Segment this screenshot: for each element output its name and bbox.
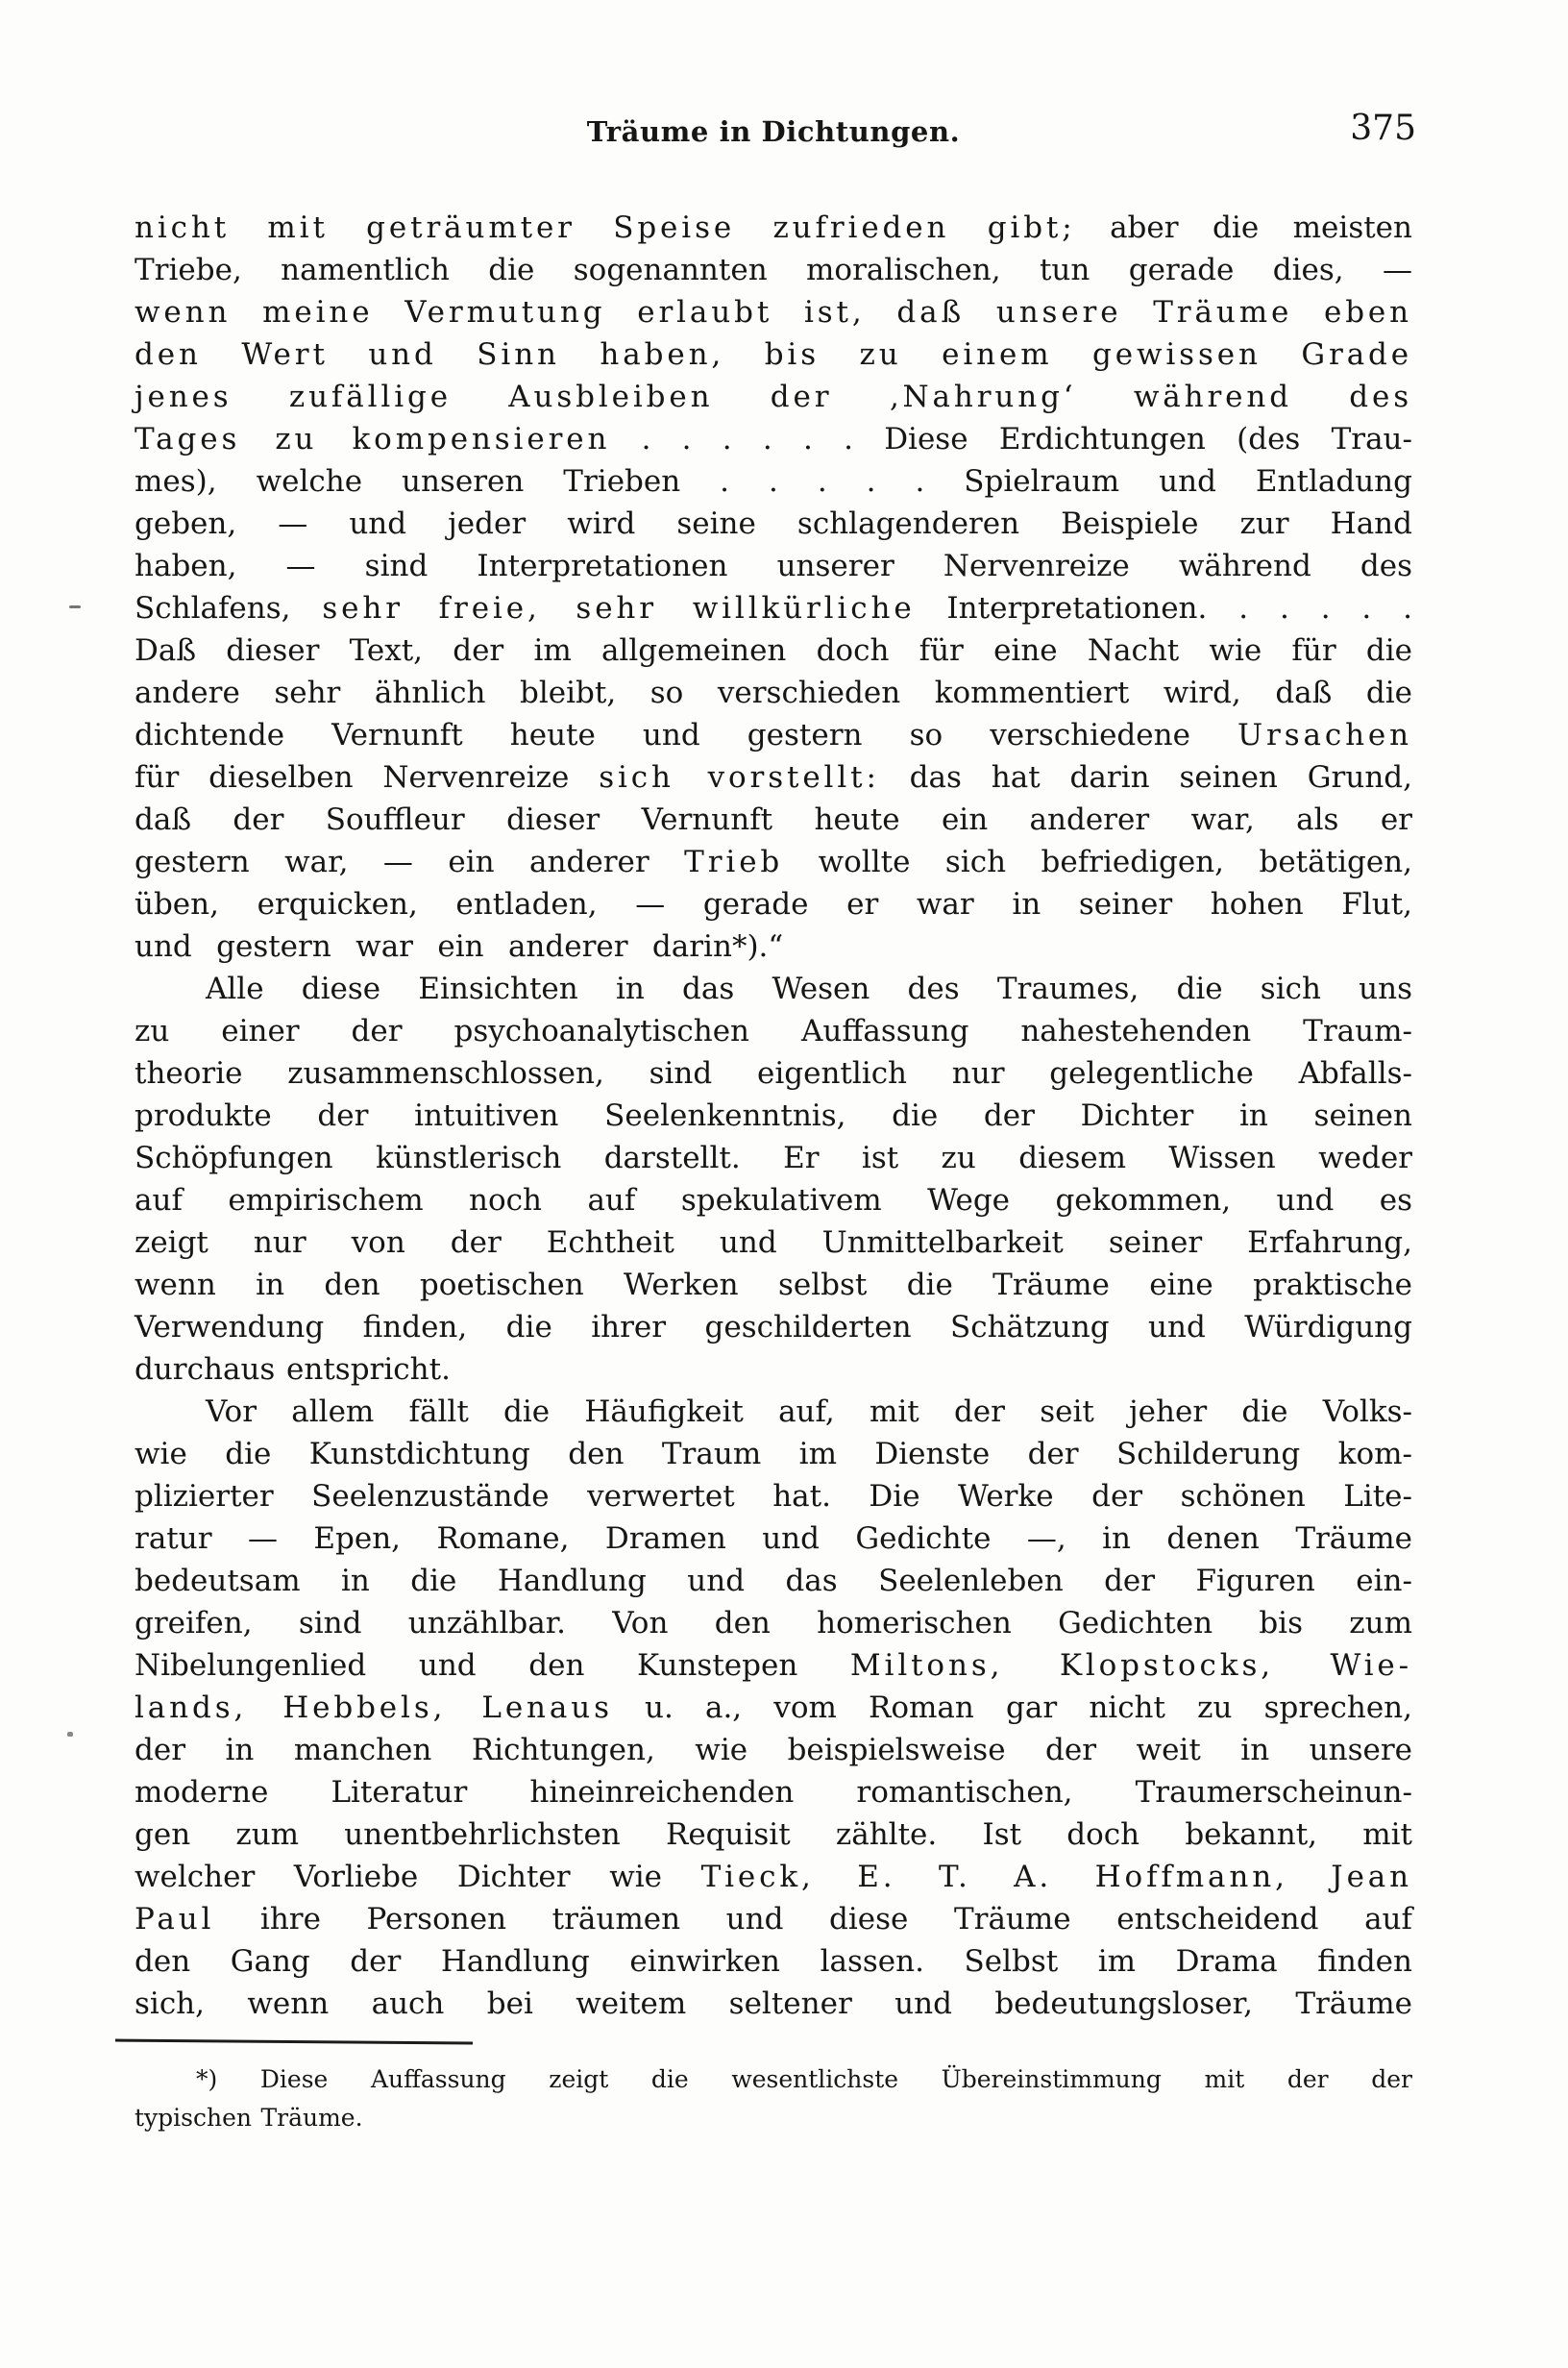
letterspaced-text: Tages zu kompensieren — [135, 422, 611, 456]
text-line — [135, 1010, 1412, 1052]
text-line — [135, 883, 1412, 925]
letterspaced-text: nicht mit geträumter Speise zufrieden gibt; — [135, 210, 1076, 245]
text-run: wenn in den poetischen Werken selbst die Träume eine praktische — [135, 1268, 1412, 1302]
text-line — [135, 503, 1412, 545]
letterspaced-text: Tieck, E. T. A. Hoffmann, Jean — [700, 1860, 1413, 1894]
text-run: *) Diese Auffassung zeigt die wesentlichste Übereinstimmung mit der der — [196, 2065, 1412, 2093]
text-run: theorie zusammenschlossen, sind eigentlich nur gelegentliche Abfalls- — [135, 1056, 1412, 1091]
footnote — [135, 2060, 1412, 2137]
text-line — [135, 376, 1412, 418]
text-run: zeigt nur von der Echtheit und Unmittelbarkeit seiner Erfahrung, — [135, 1225, 1412, 1260]
letterspaced-text: Ursachen — [1237, 718, 1412, 752]
text-line — [135, 291, 1412, 333]
letterspaced-text: jenes zufällige Ausbleiben der ‚Nahrung‘ während des — [135, 380, 1412, 414]
text-line — [135, 2099, 1412, 2137]
text-line — [135, 799, 1412, 841]
text-line — [135, 1391, 1412, 1433]
text-run: welcher Vorliebe Dichter wie — [135, 1860, 701, 1894]
text-line — [135, 1856, 1412, 1898]
text-line — [135, 1940, 1412, 1983]
text-line — [135, 545, 1412, 587]
text-line — [135, 2060, 1412, 2099]
text-run: ihre Personen träumen und diese Träume entscheidend auf — [214, 1902, 1412, 1936]
text-line — [135, 1221, 1412, 1264]
text-run: durchaus entspricht. — [135, 1352, 451, 1387]
letterspaced-text: den Wert und Sinn haben, bis zu einem gewissen Grade — [135, 337, 1412, 372]
text-line — [135, 587, 1412, 629]
text-run: . . . . . . Diese Erdichtungen (des Trau- — [610, 422, 1413, 456]
page-title: Träume in Dichtungen. — [586, 115, 961, 148]
text-run: Schöpfungen künstlerisch darstellt. Er ist zu diesem Wissen weder — [135, 1141, 1412, 1175]
text-run: Verwendung finden, die ihrer geschilderten Schätzung und Würdigung — [135, 1310, 1412, 1344]
text-run: dichtende Vernunft heute und gestern so verschiedene — [135, 718, 1238, 752]
text-line — [135, 460, 1412, 503]
text-line — [135, 756, 1412, 799]
text-run: plizierter Seelenzustände verwertet hat. Die Werke der schönen Lite- — [135, 1479, 1412, 1514]
text-line — [135, 1687, 1412, 1729]
text-run: Schlafens, — [135, 591, 323, 626]
text-run: bedeutsam in die Handlung und das Seelenleben der Figuren ein- — [135, 1564, 1412, 1598]
text-line — [135, 418, 1412, 460]
text-run: u. a., vom Roman gar nicht zu sprechen, — [612, 1690, 1412, 1725]
text-run: mes), welche unseren Trieben . . . . . Spielraum und Entladung — [135, 464, 1412, 499]
text-run: typischen Träume. — [135, 2104, 363, 2132]
page-number: 375 — [1350, 109, 1416, 148]
text-line — [135, 968, 1412, 1010]
letterspaced-text: wenn meine Vermutung erlaubt ist, daß unsere Träume eben — [135, 295, 1412, 330]
text-run: geben, — und jeder wird seine schlagenderen Beispiele zur Hand — [135, 506, 1412, 541]
text-line — [135, 1898, 1412, 1940]
text-line — [135, 1813, 1412, 1856]
letterspaced-text: sehr freie, sehr willkürliche — [322, 591, 916, 626]
text-run: auf empirischem noch auf spekulativem Wege gekommen, und es — [135, 1183, 1412, 1218]
text-run: Interpretationen. . . . . . — [915, 591, 1412, 626]
text-line — [135, 333, 1412, 376]
text-line — [135, 1983, 1412, 2025]
text-line — [135, 1052, 1412, 1095]
text-run: sich, wenn auch bei weitem seltener und bedeutungsloser, Träume — [135, 1986, 1412, 2021]
scan-speck — [69, 605, 81, 608]
text-run: für dieselben Nervenreize — [135, 760, 600, 795]
text-line — [135, 1602, 1412, 1644]
text-line — [135, 1644, 1412, 1687]
text-line — [135, 841, 1412, 883]
body-text — [135, 207, 1412, 2025]
text-run: produkte der intuitiven Seelenkenntnis, die der Dichter in seinen — [135, 1098, 1412, 1133]
text-run: Nibelungenlied und den Kunstepen — [135, 1648, 850, 1683]
text-run: zu einer der psychoanalytischen Auffassung nahestehenden Traum- — [135, 1014, 1412, 1048]
text-run: Daß dieser Text, der im allgemeinen doch für eine Nacht wie für die — [135, 633, 1412, 668]
text-run: daß der Souffleur dieser Vernunft heute ein anderer war, als er — [135, 802, 1412, 837]
text-line — [135, 1264, 1412, 1306]
text-run: der in manchen Richtungen, wie beispielsweise der weit in unsere — [135, 1733, 1412, 1767]
text-line — [135, 1560, 1412, 1602]
text-line — [135, 1475, 1412, 1517]
letterspaced-text: Miltons, Klopstocks, Wie- — [849, 1648, 1412, 1683]
text-run: gen zum unentbehrlichsten Requisit zählte. Ist doch bekannt, mit — [135, 1817, 1412, 1852]
letterspaced-text: sich vorstellt: — [599, 760, 880, 795]
text-run: Triebe, namentlich die sogenannten moralischen, tun gerade dies, — — [135, 253, 1412, 287]
text-line — [135, 1179, 1412, 1221]
footnote-rule — [115, 2039, 473, 2045]
text-line — [135, 1095, 1412, 1137]
text-run: wollte sich befriedigen, betätigen, — [783, 845, 1413, 879]
text-line — [135, 714, 1412, 756]
running-head — [135, 109, 1416, 152]
text-run: Vor allem fällt die Häufigkeit auf, mit der seit jeher die Volks- — [206, 1394, 1412, 1429]
text-line — [135, 629, 1412, 672]
text-line — [135, 249, 1412, 291]
text-line — [135, 1729, 1412, 1771]
text-line — [135, 1433, 1412, 1475]
text-line — [135, 1306, 1412, 1348]
text-run: ratur — Epen, Romane, Dramen und Gedichte —, in denen Träume — [135, 1521, 1412, 1556]
scan-speck — [67, 1732, 73, 1737]
text-line — [135, 207, 1412, 249]
text-run: haben, — sind Interpretationen unserer Nervenreize während des — [135, 549, 1412, 583]
text-run: greifen, sind unzählbar. Von den homerischen Gedichten bis zum — [135, 1606, 1412, 1640]
text-run: den Gang der Handlung einwirken lassen. Selbst im Drama finden — [135, 1944, 1412, 1979]
text-line — [135, 1137, 1412, 1179]
letterspaced-text: Trieb — [684, 845, 784, 879]
text-run: aber die meisten — [1075, 210, 1412, 245]
text-run: moderne Literatur hineinreichenden romantischen, Traumerscheinun- — [135, 1775, 1412, 1810]
letterspaced-text: Paul — [135, 1902, 215, 1936]
text-line — [135, 1771, 1412, 1813]
text-run: das hat darin seinen Grund, — [879, 760, 1412, 795]
text-line — [135, 1517, 1412, 1560]
text-run: gestern war, — ein anderer — [135, 845, 685, 879]
text-line — [135, 1348, 1412, 1391]
text-run: wie die Kunstdichtung den Traum im Dienste der Schilderung kom- — [135, 1437, 1412, 1471]
letterspaced-text: lands, Hebbels, Lenaus — [135, 1690, 613, 1725]
text-line — [135, 925, 1412, 968]
text-line — [135, 672, 1412, 714]
text-run: und gestern war ein anderer darin*).“ — [135, 929, 784, 964]
text-run: Alle diese Einsichten in das Wesen des Traumes, die sich uns — [206, 972, 1412, 1006]
text-run: andere sehr ähnlich bleibt, so verschieden kommentiert wird, daß die — [135, 676, 1412, 710]
text-run: üben, erquicken, entladen, — gerade er war in seiner hohen Flut, — [135, 887, 1412, 922]
